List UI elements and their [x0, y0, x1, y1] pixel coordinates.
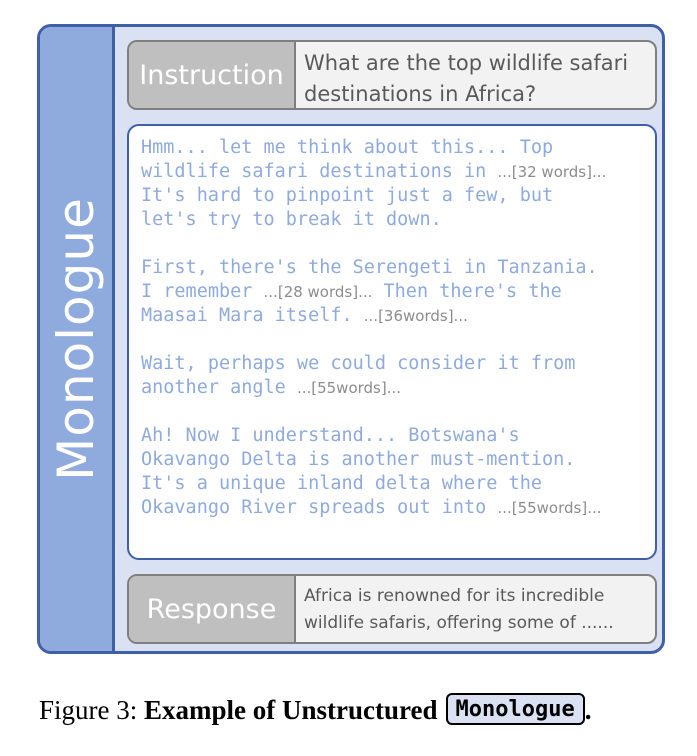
monologue-text-segment: Then there's the — [372, 281, 562, 302]
instruction-tag: Instruction — [129, 42, 296, 108]
monologue-paragraph — [141, 352, 645, 400]
figure-caption — [39, 690, 679, 730]
response-line: wildlife safaris, offering some of ...... — [304, 613, 614, 633]
monologue-text-segment: let's try to break it down. — [141, 209, 442, 230]
monologue-text-box — [127, 124, 657, 560]
monologue-text-segment: Hmm... let me think about this... Top — [141, 137, 554, 158]
elided-word-count: ...[32 words]... — [497, 163, 607, 181]
monologue-text-segment: Wait, perhaps we could consider it from — [141, 353, 576, 374]
monologue-line — [141, 280, 645, 304]
instruction-line: destinations in Africa? — [304, 82, 537, 106]
monologue-line — [141, 136, 645, 160]
elided-word-count: ...[55words]... — [497, 499, 602, 517]
instruction-row — [127, 40, 657, 110]
elided-word-count: ...[36words]... — [363, 307, 468, 325]
elided-word-count: ...[28 words]... — [263, 283, 373, 301]
monologue-text-segment: It's a unique inland delta where the — [141, 473, 542, 494]
monologue-text-segment: another angle — [141, 377, 297, 398]
monologue-line — [141, 352, 645, 376]
monologue-line — [141, 208, 645, 232]
monologue-text-segment: Maasai Mara itself. — [141, 305, 364, 326]
instruction-line: What are the top wildlife safari — [304, 51, 629, 75]
elided-word-count: ...[55words]... — [296, 379, 402, 397]
monologue-line — [141, 184, 645, 208]
monologue-text-segment: I remember — [141, 281, 264, 302]
monologue-line — [141, 472, 645, 496]
monologue-text-segment: Ah! Now I understand... Botswana's — [141, 425, 520, 446]
monologue-line — [141, 304, 645, 328]
response-text — [296, 576, 655, 642]
sidebar-label: Monologue — [47, 197, 105, 481]
monologue-text-segment: wildlife safari destinations in — [141, 161, 498, 182]
monologue-text-segment: First, there's the Serengeti in Tanzania. — [141, 257, 598, 278]
monologue-line — [141, 496, 645, 520]
monologue-paragraph — [141, 424, 645, 520]
monologue-text-segment: It's hard to pinpoint just a few, but — [141, 185, 554, 206]
monologue-line — [141, 424, 645, 448]
monologue-paragraph — [141, 136, 645, 232]
response-row — [127, 574, 657, 644]
monologue-sidebar — [40, 27, 115, 651]
monologue-text-segment: Okavango Delta is another must-mention. — [141, 449, 576, 470]
monologue-line — [141, 376, 645, 400]
monologue-line — [141, 160, 645, 184]
instruction-text — [296, 42, 655, 108]
monologue-line — [141, 256, 645, 280]
response-tag: Response — [129, 576, 296, 642]
monologue-panel — [37, 24, 665, 654]
monologue-line — [141, 448, 645, 472]
caption-suffix: . — [584, 695, 592, 725]
caption-bold: Example of Unstructured — [144, 695, 438, 725]
caption-prefix: Figure 3: — [39, 695, 144, 725]
monologue-text-segment: Okavango River spreads out into — [141, 497, 498, 518]
response-line: Africa is renowned for its incredible — [304, 586, 605, 606]
monologue-paragraph — [141, 256, 645, 328]
caption-badge: Monologue — [446, 693, 585, 725]
